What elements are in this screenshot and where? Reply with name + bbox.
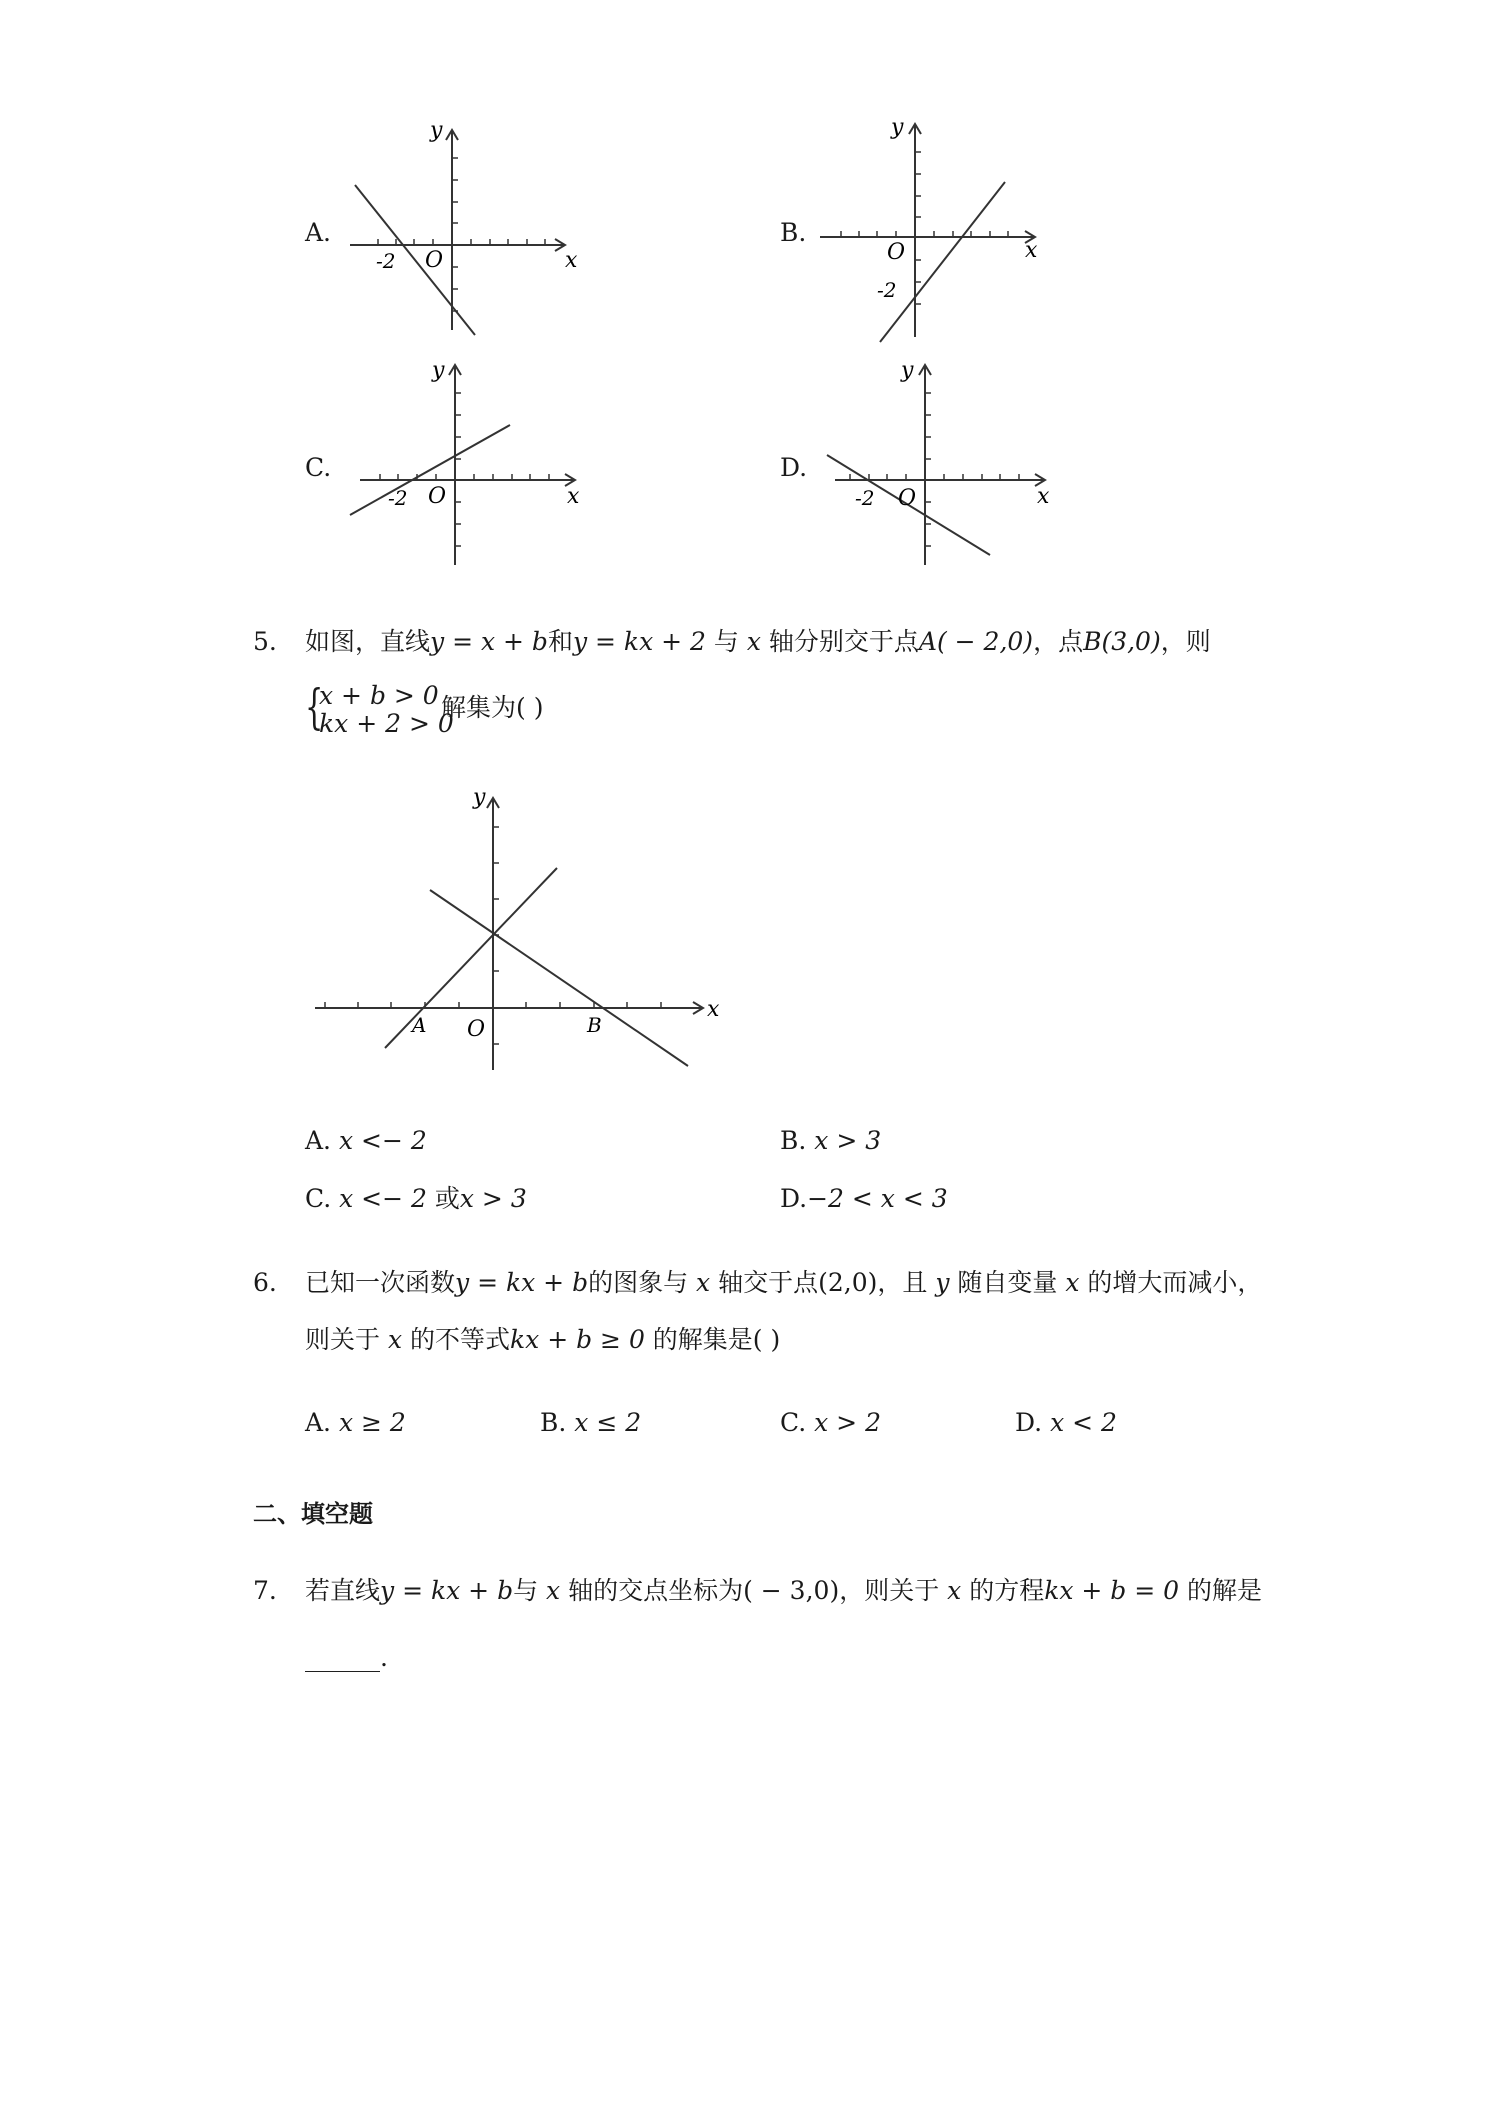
y-label: y bbox=[473, 785, 486, 810]
q6-stem-line-2: 则关于 x 的不等式kx + b ≥ 0 的解集是( ) bbox=[305, 1325, 781, 1354]
y-label: y bbox=[901, 358, 914, 383]
system-line-2: kx + 2 > 0 bbox=[319, 709, 454, 738]
q7-number: 7. bbox=[253, 1576, 277, 1605]
q5-option-c[interactable]: C. x <− 2 或x > 3 bbox=[305, 1184, 527, 1213]
section-heading-fill-in: 二、填空题 bbox=[253, 1500, 373, 1528]
q5-option-b[interactable]: B. x > 3 bbox=[780, 1126, 882, 1155]
q5-stem: 如图，直线y = x + b和y = kx + 2 与 x 轴分别交于点A( − 2,0)，点B(3,0)，则 bbox=[305, 627, 1211, 656]
q5-option-d[interactable]: D.−2 < x < 3 bbox=[780, 1184, 948, 1213]
graph-line bbox=[355, 185, 475, 335]
q4-option-d-label: D. bbox=[780, 453, 808, 482]
q6-stem-line-1: 已知一次函数y = kx + b的图象与 x 轴交于点(2,0)，且 y 随自变量 x 的增大而减小， bbox=[305, 1268, 1263, 1297]
origin-label: O bbox=[467, 1017, 486, 1042]
tick-label: -2 bbox=[388, 486, 408, 510]
y-label: y bbox=[432, 358, 445, 383]
q4-option-a-label: A. bbox=[305, 218, 332, 247]
y-label: y bbox=[430, 118, 443, 143]
q7-stem: 若直线y = kx + b与 x 轴的交点坐标为( − 3,0)，则关于 x 的方程kx + b = 0 的解是 bbox=[305, 1576, 1263, 1605]
x-label: x bbox=[1025, 238, 1038, 263]
x-label: x bbox=[707, 997, 720, 1022]
q4-option-b-label: B. bbox=[780, 218, 807, 247]
left-brace: { bbox=[305, 679, 324, 735]
point-a-label: A bbox=[412, 1013, 427, 1037]
q6-number: 6. bbox=[253, 1268, 277, 1297]
x-label: x bbox=[1037, 484, 1050, 509]
tick-label: -2 bbox=[376, 249, 396, 273]
system-line-1: x + b > 0 bbox=[319, 681, 439, 710]
q4-option-c-graph bbox=[340, 355, 590, 570]
point-b-label: B bbox=[587, 1013, 602, 1037]
origin-label: O bbox=[898, 486, 917, 511]
q4-option-b-graph bbox=[815, 112, 1055, 347]
q5-figure bbox=[305, 780, 725, 1075]
q7-answer-blank[interactable]: ______. bbox=[305, 1643, 388, 1672]
q4-option-a-graph bbox=[340, 115, 580, 345]
q5-ask: 解集为( ) bbox=[441, 693, 544, 722]
y-label: y bbox=[891, 115, 904, 140]
tick-label: -2 bbox=[877, 278, 897, 302]
q6-option-d[interactable]: D. x < 2 bbox=[1015, 1408, 1117, 1437]
x-label: x bbox=[565, 248, 578, 273]
tick-label: -2 bbox=[855, 486, 875, 510]
origin-label: O bbox=[887, 240, 906, 265]
q4-option-c-label: C. bbox=[305, 453, 332, 482]
q4-option-d-graph bbox=[815, 355, 1060, 570]
origin-label: O bbox=[425, 248, 444, 273]
q6-option-c[interactable]: C. x > 2 bbox=[780, 1408, 881, 1437]
x-label: x bbox=[567, 484, 580, 509]
q6-option-b[interactable]: B. x ≤ 2 bbox=[540, 1408, 642, 1437]
q5-option-a[interactable]: A. x <− 2 bbox=[305, 1126, 427, 1155]
origin-label: O bbox=[428, 484, 447, 509]
q6-option-a[interactable]: A. x ≥ 2 bbox=[305, 1408, 406, 1437]
q5-number: 5. bbox=[253, 627, 277, 656]
